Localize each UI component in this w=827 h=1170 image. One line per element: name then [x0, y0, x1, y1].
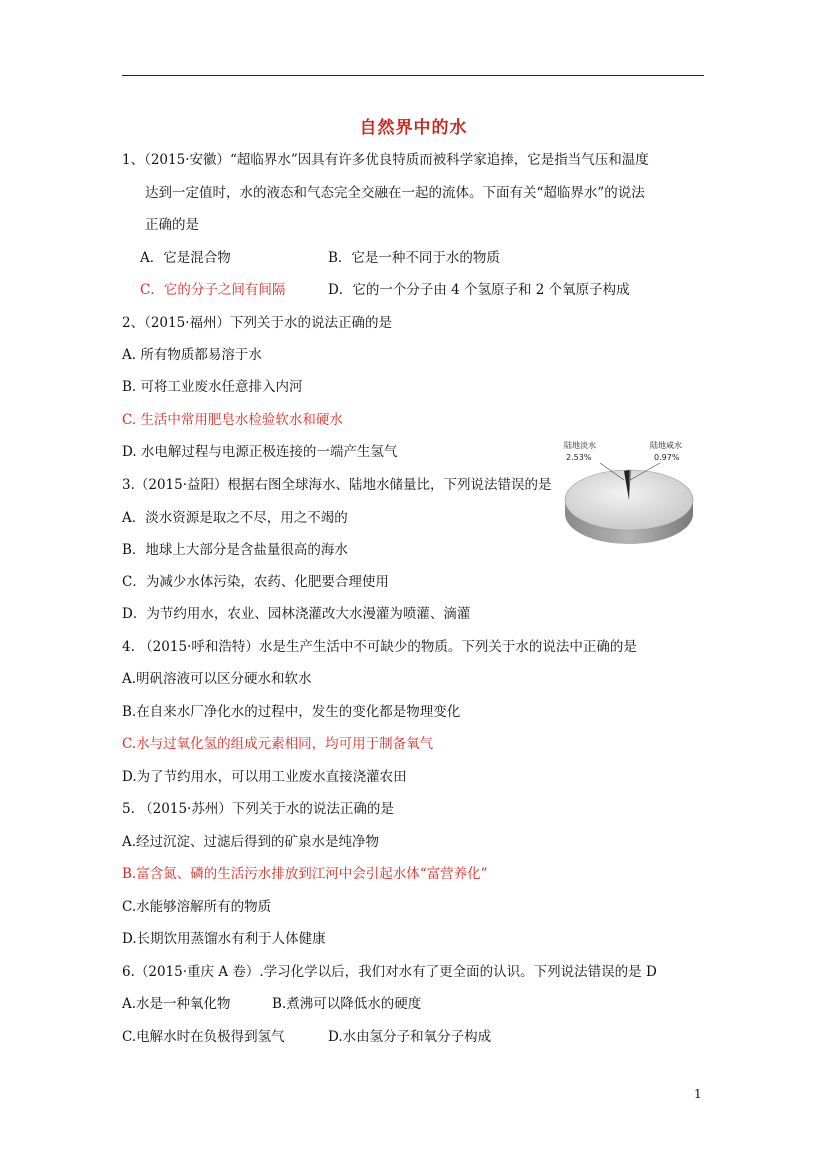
q5-option-b-answer: B.富含氮、磷的生活污水排放到江河中会引起水体“富营养化”: [122, 866, 488, 882]
value-fresh-water: 2.53%: [566, 453, 592, 462]
q6-option-d: D.水由氢分子和氧分子构成: [328, 1029, 492, 1045]
q3-option-b: B．地球上大部分是含盐量很高的海水: [122, 542, 348, 558]
q3-option-d: D．为节约用水，农业、园林浇灌改大水漫灌为喷灌、滴灌: [122, 606, 471, 622]
q4-option-d: D.为了节约用水，可以用工业废水直接浇灌农田: [122, 769, 407, 785]
q4-option-b: B.在自来水厂净化水的过程中，发生的变化都是物理变化: [122, 704, 461, 720]
q5-stem: 5. （2015·苏州）下列关于水的说法正确的是: [122, 801, 394, 817]
q1-option-d: D．它的一个分子由 4 个氢原子和 2 个氧原子构成: [328, 282, 630, 298]
page-title: 自然界中的水: [359, 118, 468, 138]
q5-option-c: C.水能够溶解所有的物质: [122, 899, 272, 915]
label-saline-land-water: 陆地咸水: [650, 441, 682, 450]
q3-stem: 3.（2015·益阳）根据右图全球海水、陆地水储量比，下列说法错误的是: [122, 477, 552, 493]
q2-option-a: A. 所有物质都易溶于水: [122, 347, 262, 363]
q5-option-a: A.经过沉淀、过滤后得到的矿泉水是纯净物: [122, 834, 380, 850]
q1-option-c-answer: C．它的分子之间有间隔: [140, 282, 286, 298]
q5-option-d: D.长期饮用蒸馏水有利于人体健康: [122, 931, 326, 947]
q2-option-c-answer: C. 生活中常用肥皂水检验软水和硬水: [122, 412, 343, 428]
q2-option-d: D. 水电解过程与电源正极连接的一端产生氢气: [122, 444, 398, 460]
q3-option-a: A．淡水资源是取之不尽，用之不竭的: [122, 510, 348, 526]
q6-option-b: B.煮沸可以降低水的硬度: [272, 996, 422, 1012]
q2-option-b: B. 可将工业废水任意排入内河: [122, 379, 303, 395]
q2-stem: 2、（2015·福州）下列关于水的说法正确的是: [122, 315, 392, 331]
q1-option-b: B．它是一种不同于水的物质: [328, 250, 500, 266]
q4-option-a: A.明矾溶液可以区分硬水和软水: [122, 671, 312, 687]
water-distribution-pie-figure: [560, 436, 700, 556]
q1-option-a: A．它是混合物: [140, 250, 231, 266]
q4-option-c-answer: C.水与过氧化氢的组成元素相同，均可用于制备氧气: [122, 736, 434, 752]
q1-stem-3: 正确的是: [145, 217, 199, 233]
header-rule: [122, 75, 704, 76]
value-saline-land-water: 0.97%: [654, 453, 680, 462]
q4-stem: 4. （2015·呼和浩特）水是生产生活中不可缺少的物质。下列关于水的说法中正确的是: [122, 639, 637, 655]
q6-option-a: A.水是一种氧化物: [122, 996, 231, 1012]
label-fresh-water: 陆地淡水: [564, 441, 596, 450]
q6-option-c: C.电解水时在负极得到氢气: [122, 1029, 285, 1045]
q1-stem-1: 1、（2015·安徽）“超临界水”因具有许多优良特质而被科学家追捧，它是指当气压和温度: [122, 152, 649, 168]
page-number: 1: [694, 1087, 702, 1101]
q6-stem: 6.（2015·重庆 A 卷）.学习化学以后，我们对水有了更全面的认识。下列说法错误的是 D: [122, 964, 657, 980]
q3-option-c: C．为减少水体污染，农药、化肥要合理使用: [122, 574, 389, 590]
q1-stem-2: 达到一定值时，水的液态和气态完全交融在一起的流体。下面有关“超临界水”的说法: [145, 185, 645, 201]
